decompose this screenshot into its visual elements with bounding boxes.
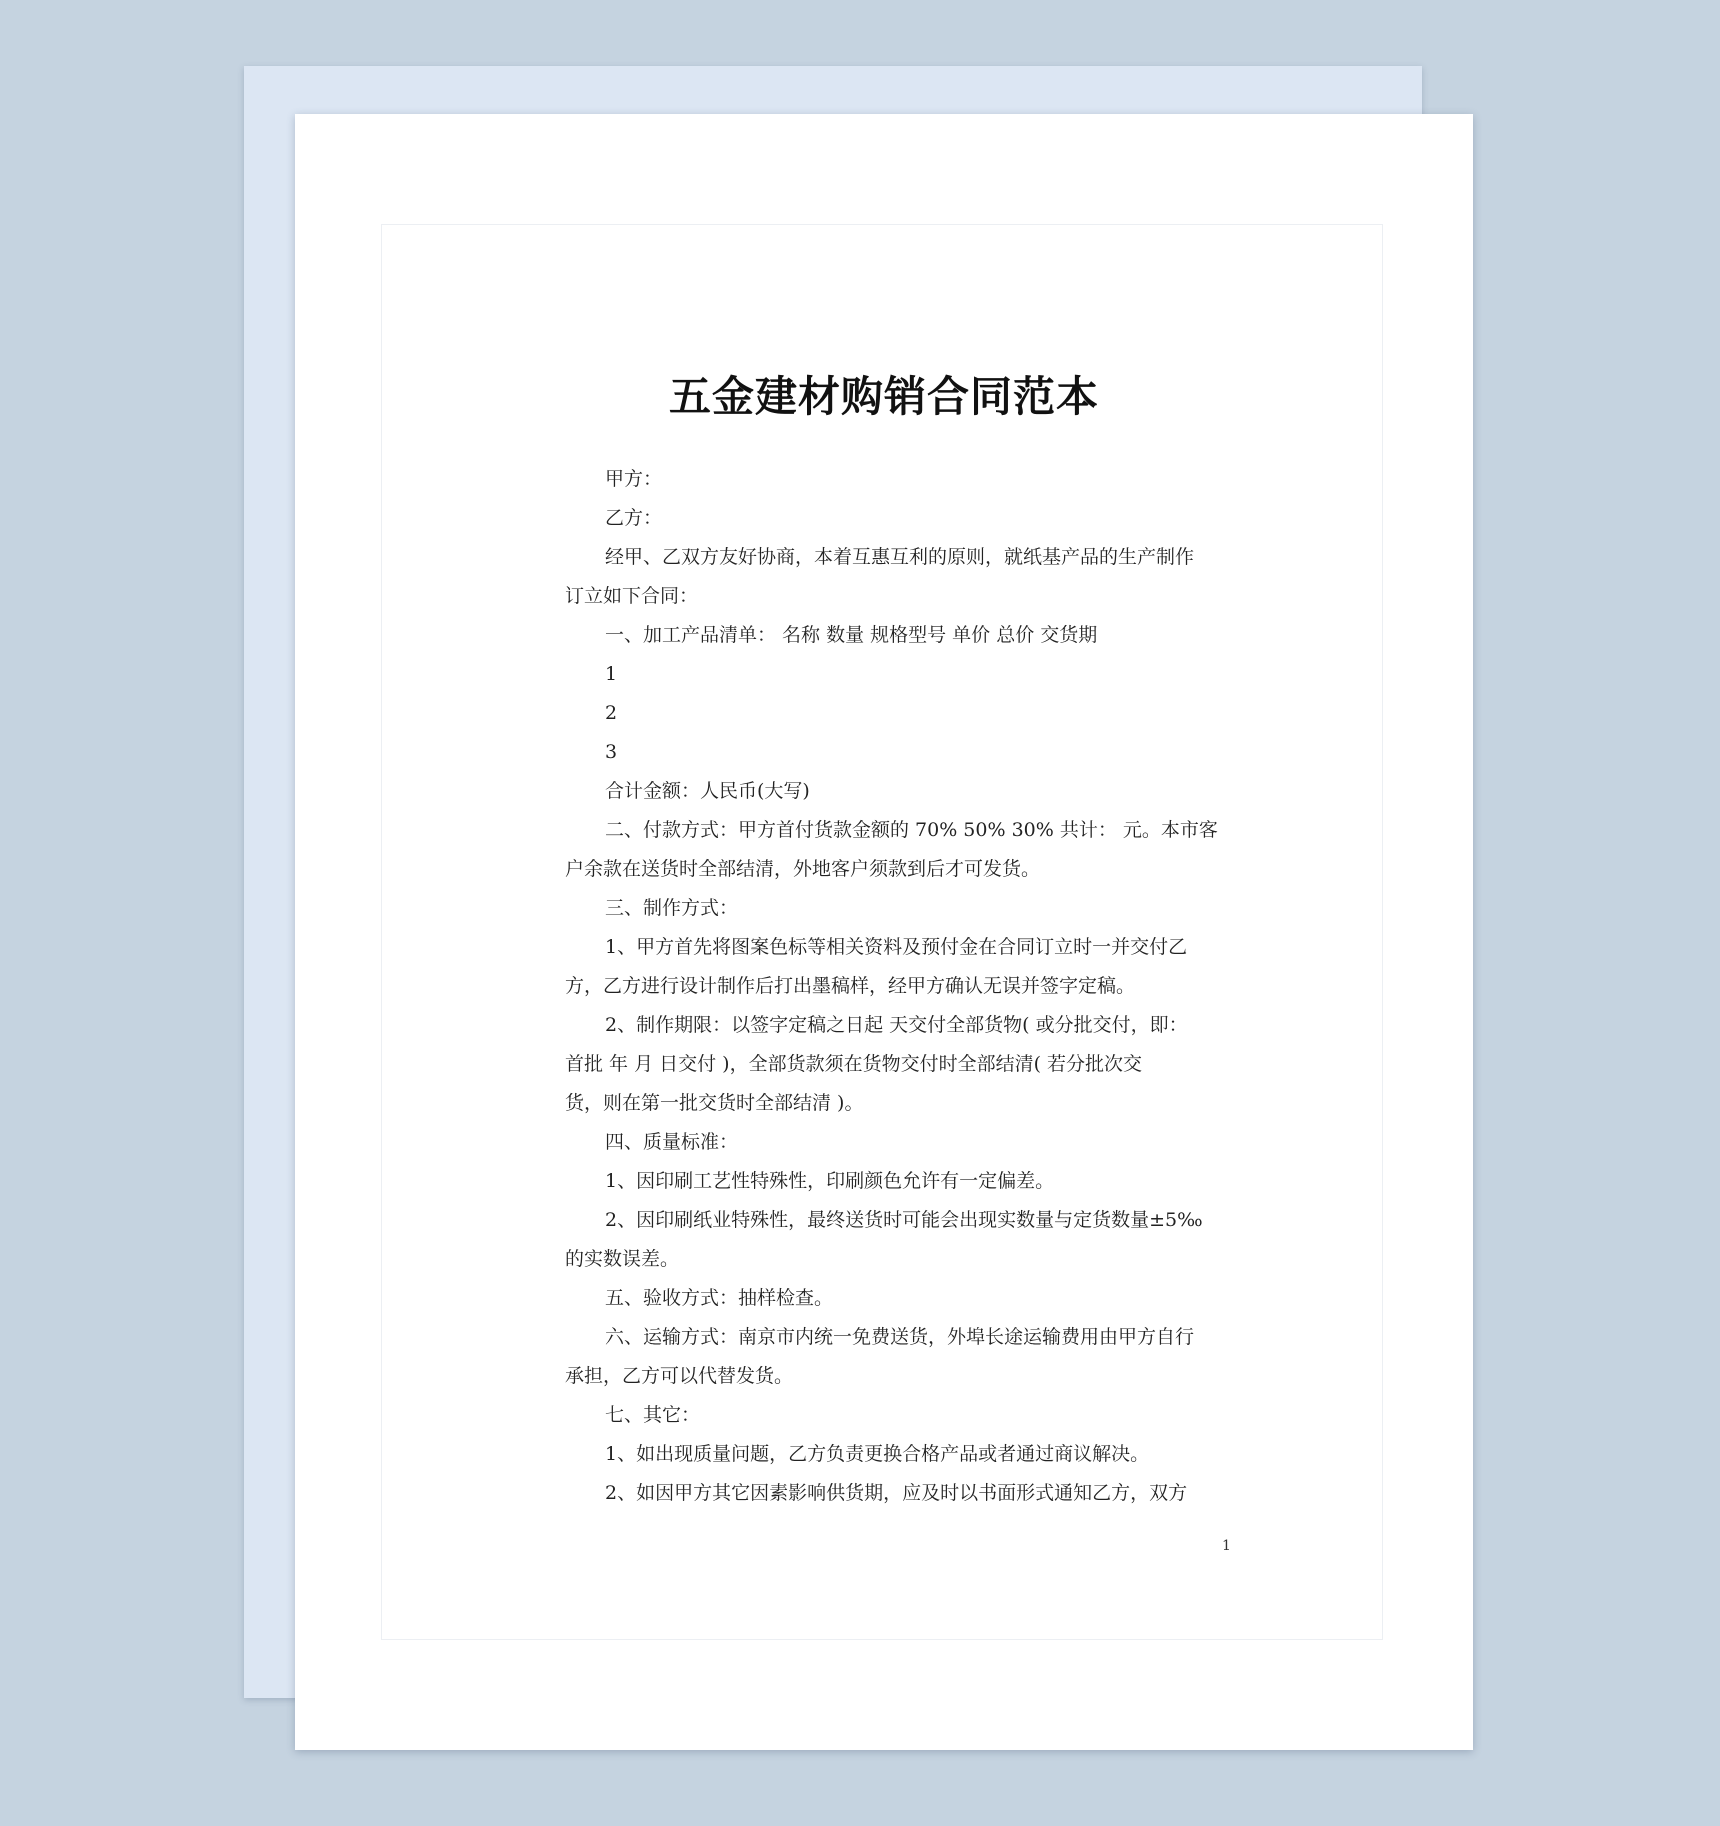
product-row-number: 1	[605, 663, 618, 685]
section-3-header: 三、制作方式：	[605, 897, 739, 919]
section-4-clause-line: 1、因印刷工艺性特殊性，印刷颜色允许有一定偏差。	[605, 1170, 1055, 1192]
intro-line: 订立如下合同：	[565, 585, 699, 607]
section-3-clause-line: 1、甲方首先将图案色标等相关资料及预付金在合同订立时一并交付乙	[605, 936, 1188, 958]
section-4-clause-line: 的实数误差。	[565, 1248, 680, 1270]
section-4-header: 四、质量标准：	[605, 1131, 739, 1153]
product-row-number: 2	[605, 702, 618, 724]
section-1-header: 一、加工产品清单： 名称 数量 规格型号 单价 总价 交货期	[605, 624, 1098, 646]
section-6-line: 六、运输方式：南京市内统一免费送货，外埠长途运输费用由甲方自行	[605, 1326, 1195, 1348]
document-body	[565, 460, 1241, 1513]
section-5-line: 五、验收方式：抽样检查。	[605, 1287, 834, 1309]
document-page	[295, 114, 1473, 1750]
document-title: 五金建材购销合同范本	[668, 372, 1099, 421]
section-7-clause-line: 1、如出现质量问题，乙方负责更换合格产品或者通过商议解决。	[605, 1443, 1150, 1465]
party-b-line: 乙方：	[605, 507, 663, 529]
section-3-clause-line: 2、制作期限：以签字定稿之日起 天交付全部货物( 或分批交付，即：	[605, 1014, 1188, 1036]
party-a-line: 甲方：	[605, 468, 663, 490]
page-number: 1	[1222, 1538, 1231, 1554]
section-3-clause-line: 货，则在第一批交货时全部结清 )。	[565, 1092, 864, 1114]
product-row-number: 3	[605, 741, 618, 763]
section-3-clause-line: 方，乙方进行设计制作后打出墨稿样，经甲方确认无误并签字定稿。	[565, 975, 1136, 997]
section-7-clause-line: 2、如因甲方其它因素影响供货期，应及时以书面形式通知乙方，双方	[605, 1482, 1188, 1504]
section-2-line: 户余款在送货时全部结清，外地客户须款到后才可发货。	[565, 858, 1041, 880]
section-4-clause-line: 2、因印刷纸业特殊性，最终送货时可能会出现实数量与定货数量±5‰	[605, 1209, 1203, 1231]
section-2-line: 二、付款方式：甲方首付货款金额的 70% 50% 30% 共计： 元。本市客	[605, 819, 1218, 841]
intro-line: 经甲、乙双方友好协商，本着互惠互利的原则，就纸基产品的生产制作	[605, 546, 1195, 568]
section-3-clause-line: 首批 年 月 日交付 )，全部货款须在货物交付时全部结清( 若分批次交	[565, 1053, 1143, 1075]
total-amount-line: 合计金额：人民币(大写)	[605, 780, 810, 802]
section-7-header: 七、其它：	[605, 1404, 701, 1426]
section-6-line: 承担，乙方可以代替发货。	[565, 1365, 794, 1387]
